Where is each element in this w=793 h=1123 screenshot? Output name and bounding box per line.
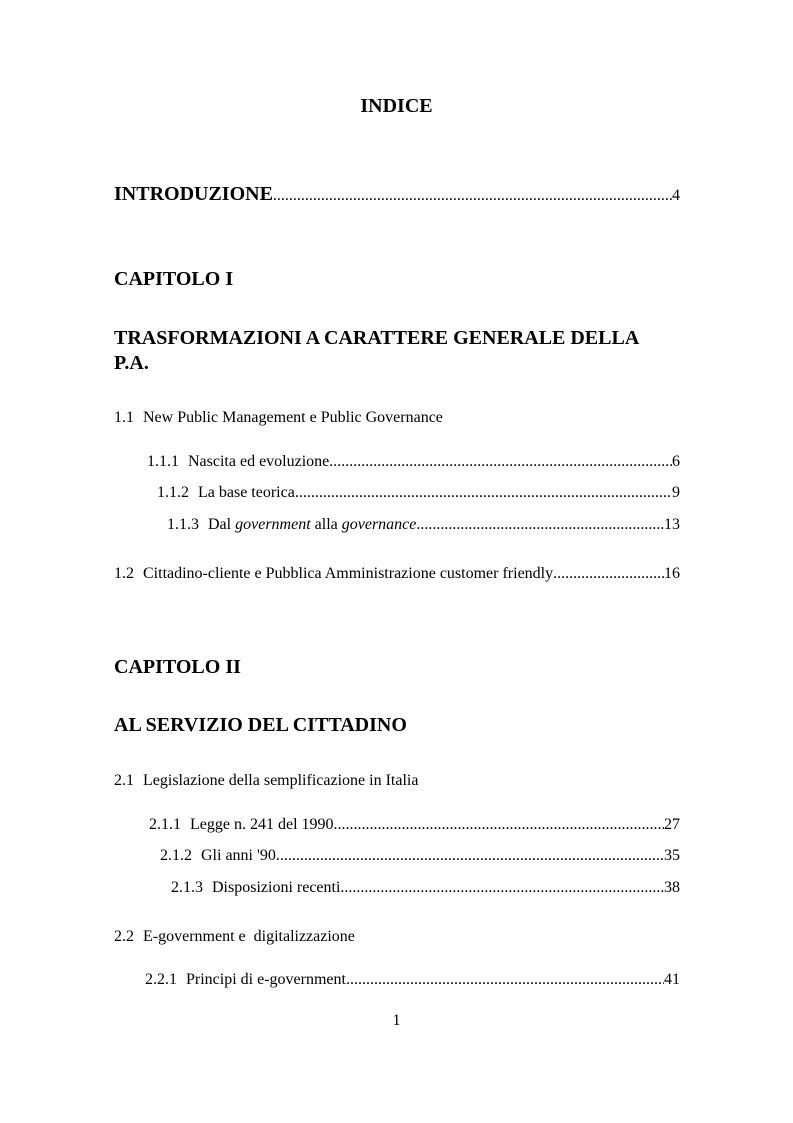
toc-leader-dots bbox=[295, 484, 672, 502]
toc-page-number: 6 bbox=[672, 453, 680, 470]
toc-leader-dots bbox=[329, 453, 672, 471]
toc-entry-1-1-3 bbox=[167, 516, 680, 534]
toc-leader-dots bbox=[346, 971, 664, 989]
toc-entry-2-2-1 bbox=[145, 971, 680, 989]
chapter-heading: CAPITOLO II bbox=[114, 656, 241, 678]
subsection-number: 1.1.1 bbox=[147, 453, 179, 470]
toc-leader-dots bbox=[273, 187, 672, 205]
toc-leader-dots bbox=[276, 847, 664, 865]
toc-entry-2-1-2 bbox=[160, 847, 680, 865]
section-number: 1.2 bbox=[114, 565, 134, 582]
chapter-title: AL SERVIZIO DEL CITTADINO bbox=[114, 714, 407, 736]
section-label: E-government e digitalizzazione bbox=[143, 928, 355, 945]
toc-entry-1-1-2 bbox=[157, 484, 680, 502]
subsection-label: Gli anni '90 bbox=[201, 847, 276, 864]
subsection-label: La base teorica bbox=[198, 484, 295, 501]
section-number: 2.2 bbox=[114, 928, 134, 945]
toc-section-2-1 bbox=[114, 772, 418, 790]
subsection-label-mid: alla bbox=[314, 516, 338, 533]
chapter-heading: CAPITOLO I bbox=[114, 268, 234, 290]
toc-page-number: 27 bbox=[664, 816, 680, 833]
subsection-label: Disposizioni recenti bbox=[212, 879, 341, 896]
subsection-number: 2.1.1 bbox=[149, 816, 181, 833]
toc-page-number: 38 bbox=[664, 879, 680, 896]
toc-leader-dots bbox=[416, 516, 664, 534]
toc-leader-dots bbox=[553, 565, 664, 583]
subsection-number: 1.1.2 bbox=[157, 484, 189, 501]
toc-entry-introduzione bbox=[114, 183, 680, 206]
subsection-label: Nascita ed evoluzione bbox=[188, 453, 330, 470]
section-number: 1.1 bbox=[114, 409, 134, 426]
subsection-number: 1.1.3 bbox=[167, 516, 199, 533]
subsection-number: 2.1.3 bbox=[171, 879, 203, 896]
toc-label: INTRODUZIONE bbox=[114, 183, 273, 205]
toc-page-number: 4 bbox=[672, 187, 680, 204]
subsection-label-italic-2: governance bbox=[341, 516, 417, 533]
toc-page-number: 9 bbox=[672, 484, 680, 501]
toc-entry-2-1-3 bbox=[171, 879, 680, 897]
page-number: 1 bbox=[392, 1012, 401, 1029]
toc-page-number: 13 bbox=[664, 516, 680, 533]
subsection-label-italic-1: government bbox=[235, 516, 311, 533]
toc-page-number: 16 bbox=[664, 565, 680, 582]
toc-section-1-1 bbox=[114, 409, 443, 427]
section-label: Cittadino-cliente e Pubblica Amministrazione customer friendly bbox=[143, 565, 554, 582]
index-title: INDICE bbox=[360, 95, 433, 117]
toc-entry-1-2 bbox=[114, 565, 680, 583]
section-label: New Public Management e Public Governance bbox=[143, 409, 443, 426]
subsection-label: Legge n. 241 del 1990 bbox=[190, 816, 334, 833]
toc-leader-dots bbox=[340, 879, 664, 897]
subsection-label-pre: Dal bbox=[208, 516, 232, 533]
toc-leader-dots bbox=[334, 816, 664, 834]
subsection-number: 2.2.1 bbox=[145, 971, 177, 988]
toc-entry-1-1-1 bbox=[147, 453, 680, 471]
toc-page-number: 35 bbox=[664, 847, 680, 864]
section-number: 2.1 bbox=[114, 772, 134, 789]
subsection-number: 2.1.2 bbox=[160, 847, 192, 864]
chapter-title-line2: P.A. bbox=[114, 352, 149, 374]
toc-page-number: 41 bbox=[664, 971, 680, 988]
subsection-label: Principi di e-government bbox=[186, 971, 346, 988]
toc-entry-2-1-1 bbox=[149, 816, 680, 834]
toc-section-2-2 bbox=[114, 928, 355, 946]
chapter-title-line1: TRASFORMAZIONI A CARATTERE GENERALE DELLA bbox=[114, 327, 640, 349]
section-label: Legislazione della semplificazione in Italia bbox=[143, 772, 419, 789]
